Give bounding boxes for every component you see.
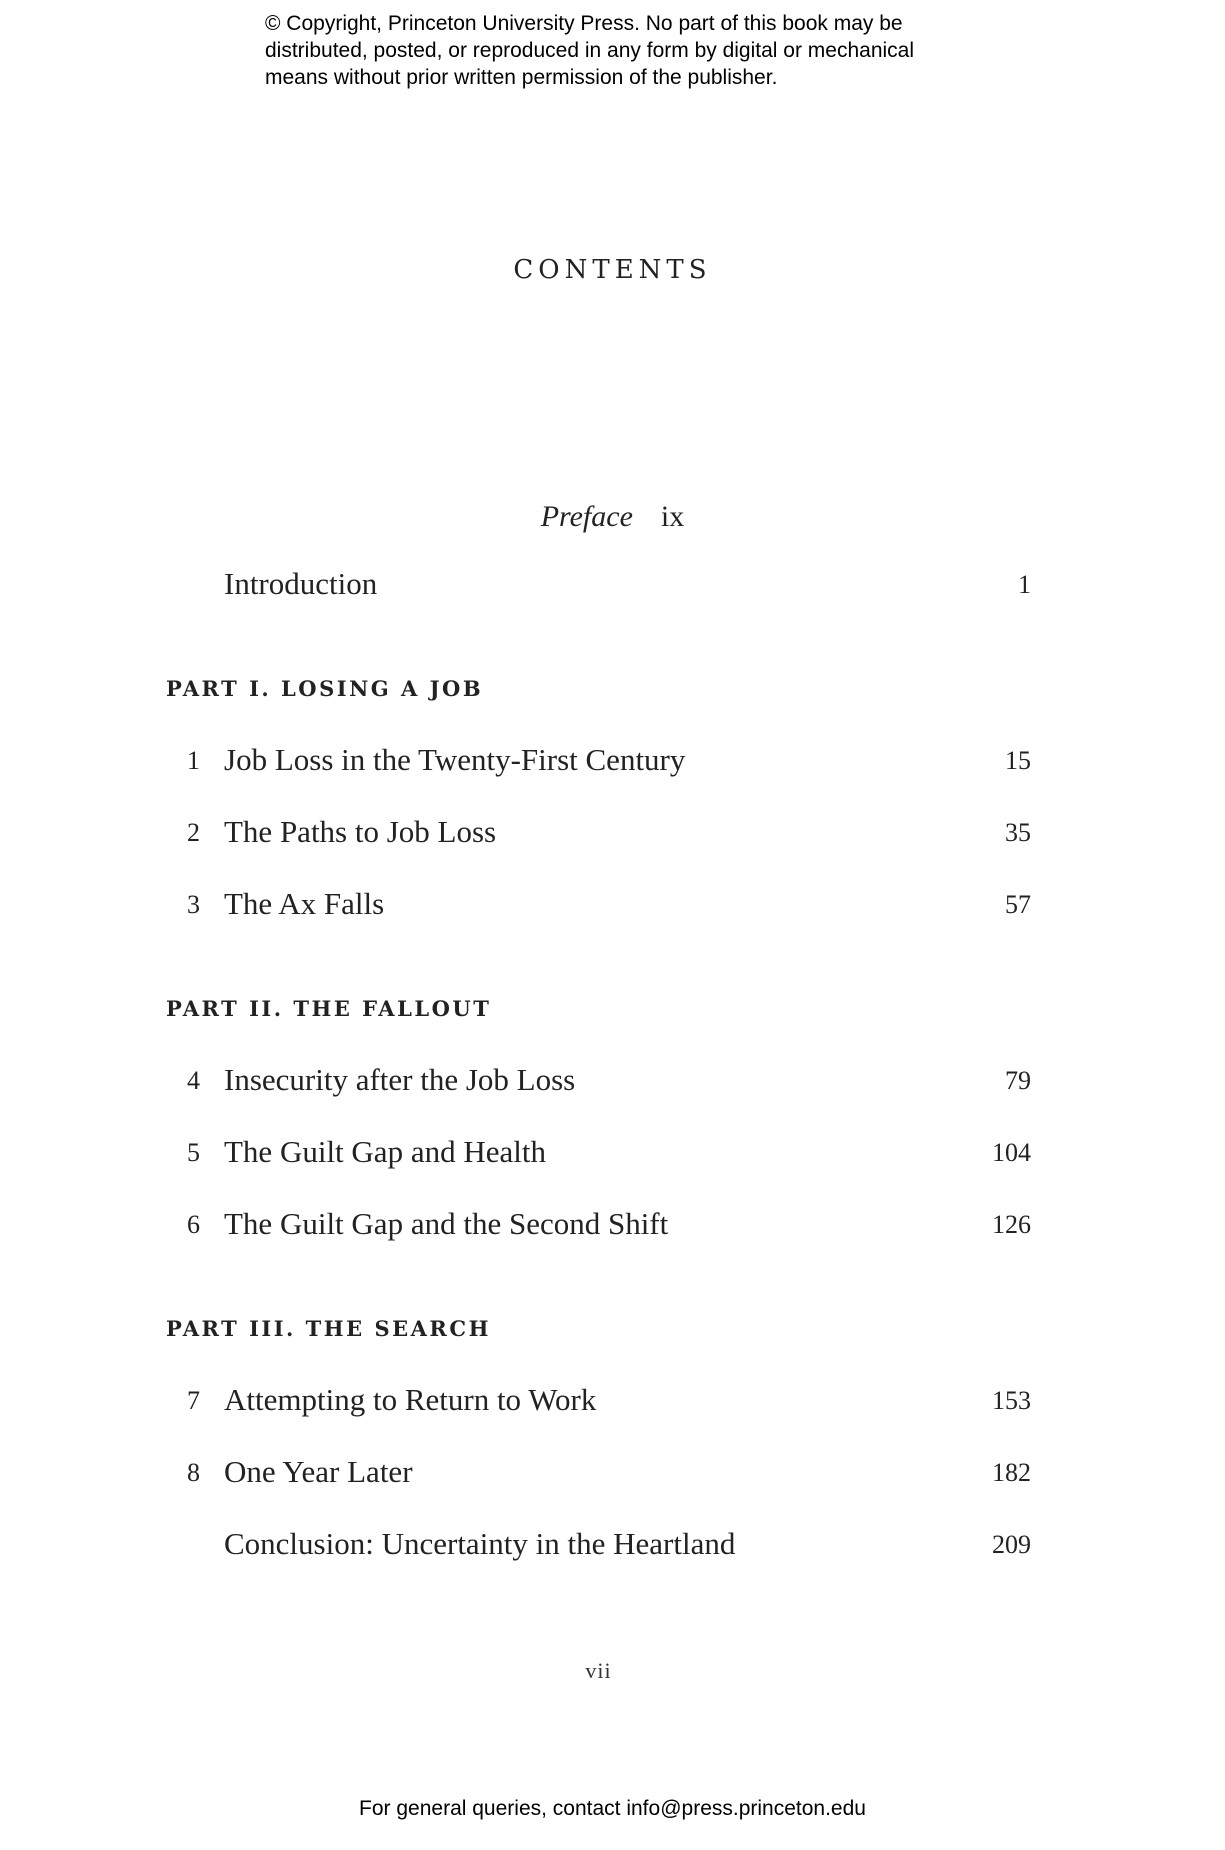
toc-chapter-2[interactable] — [0, 814, 1225, 854]
copyright-line-2: distributed, posted, or reproduced in any form by digital or mechanical — [265, 39, 915, 62]
toc-entry-title: Attempting to Return to Work — [224, 1382, 597, 1417]
part-heading-1: PART I. LOSING A JOB — [166, 676, 484, 701]
toc-entry-number: 1 — [187, 746, 200, 775]
page-number: vii — [585, 1658, 612, 1683]
contact-footer: For general queries, contact info@press.princeton.edu — [359, 1797, 866, 1820]
toc-entry-page: 104 — [992, 1138, 1031, 1167]
copyright-notice — [265, 10, 1025, 91]
toc-entry-page: 15 — [1005, 746, 1031, 775]
toc-chapter-5[interactable] — [0, 1134, 1225, 1174]
toc-entry-page: 57 — [1005, 890, 1031, 919]
toc-entry-title: Introduction — [224, 566, 378, 601]
toc-introduction[interactable] — [0, 566, 1225, 606]
part-heading-2: PART II. THE FALLOUT — [166, 996, 492, 1021]
toc-entry-number: 8 — [187, 1458, 200, 1487]
toc-entry-number: 5 — [187, 1138, 200, 1167]
toc-entry-number: 7 — [187, 1386, 200, 1415]
toc-entry-title: The Guilt Gap and the Second Shift — [224, 1206, 669, 1241]
toc-chapter-4[interactable] — [0, 1062, 1225, 1102]
toc-chapter-8[interactable] — [0, 1454, 1225, 1494]
toc-entry-title: The Ax Falls — [224, 886, 385, 921]
toc-entry-title: The Paths to Job Loss — [224, 814, 497, 849]
toc-chapter-1[interactable] — [0, 742, 1225, 782]
copyright-line-3: means without prior written permission of the publisher. — [265, 66, 778, 89]
preface-page: ix — [660, 500, 685, 533]
toc-entry-number: 4 — [187, 1066, 200, 1095]
part-heading-3: PART III. THE SEARCH — [166, 1316, 491, 1341]
toc-entry-title: One Year Later — [224, 1454, 413, 1489]
toc-chapter-7[interactable] — [0, 1382, 1225, 1422]
toc-entry-title: Job Loss in the Twenty-First Century — [224, 742, 686, 777]
toc-chapter-6[interactable] — [0, 1206, 1225, 1246]
preface-label: Preface — [540, 500, 633, 533]
toc-entry-number: 3 — [187, 890, 200, 919]
toc-entry-title: Conclusion: Uncertainty in the Heartland — [224, 1526, 736, 1561]
copyright-line-1: © Copyright, Princeton University Press. No part of this book may be — [265, 12, 903, 35]
toc-entry-page: 79 — [1005, 1066, 1031, 1095]
toc-chapter-3[interactable] — [0, 886, 1225, 926]
toc-entry-title: The Guilt Gap and Health — [224, 1134, 546, 1169]
toc-preface[interactable] — [0, 500, 1225, 534]
toc-entry-page: 209 — [992, 1530, 1031, 1559]
toc-entry-number: 6 — [187, 1210, 200, 1239]
page-title: CONTENTS — [513, 255, 712, 285]
toc-entry-page: 35 — [1005, 818, 1031, 847]
toc-entry-page: 126 — [992, 1210, 1031, 1239]
toc-conclusion[interactable] — [0, 1526, 1225, 1566]
toc-entry-number: 2 — [187, 818, 200, 847]
toc-entry-page: 182 — [992, 1458, 1031, 1487]
toc-entry-page: 153 — [992, 1386, 1031, 1415]
toc-entry-title: Insecurity after the Job Loss — [224, 1062, 576, 1097]
toc-entry-page: 1 — [1018, 570, 1031, 599]
